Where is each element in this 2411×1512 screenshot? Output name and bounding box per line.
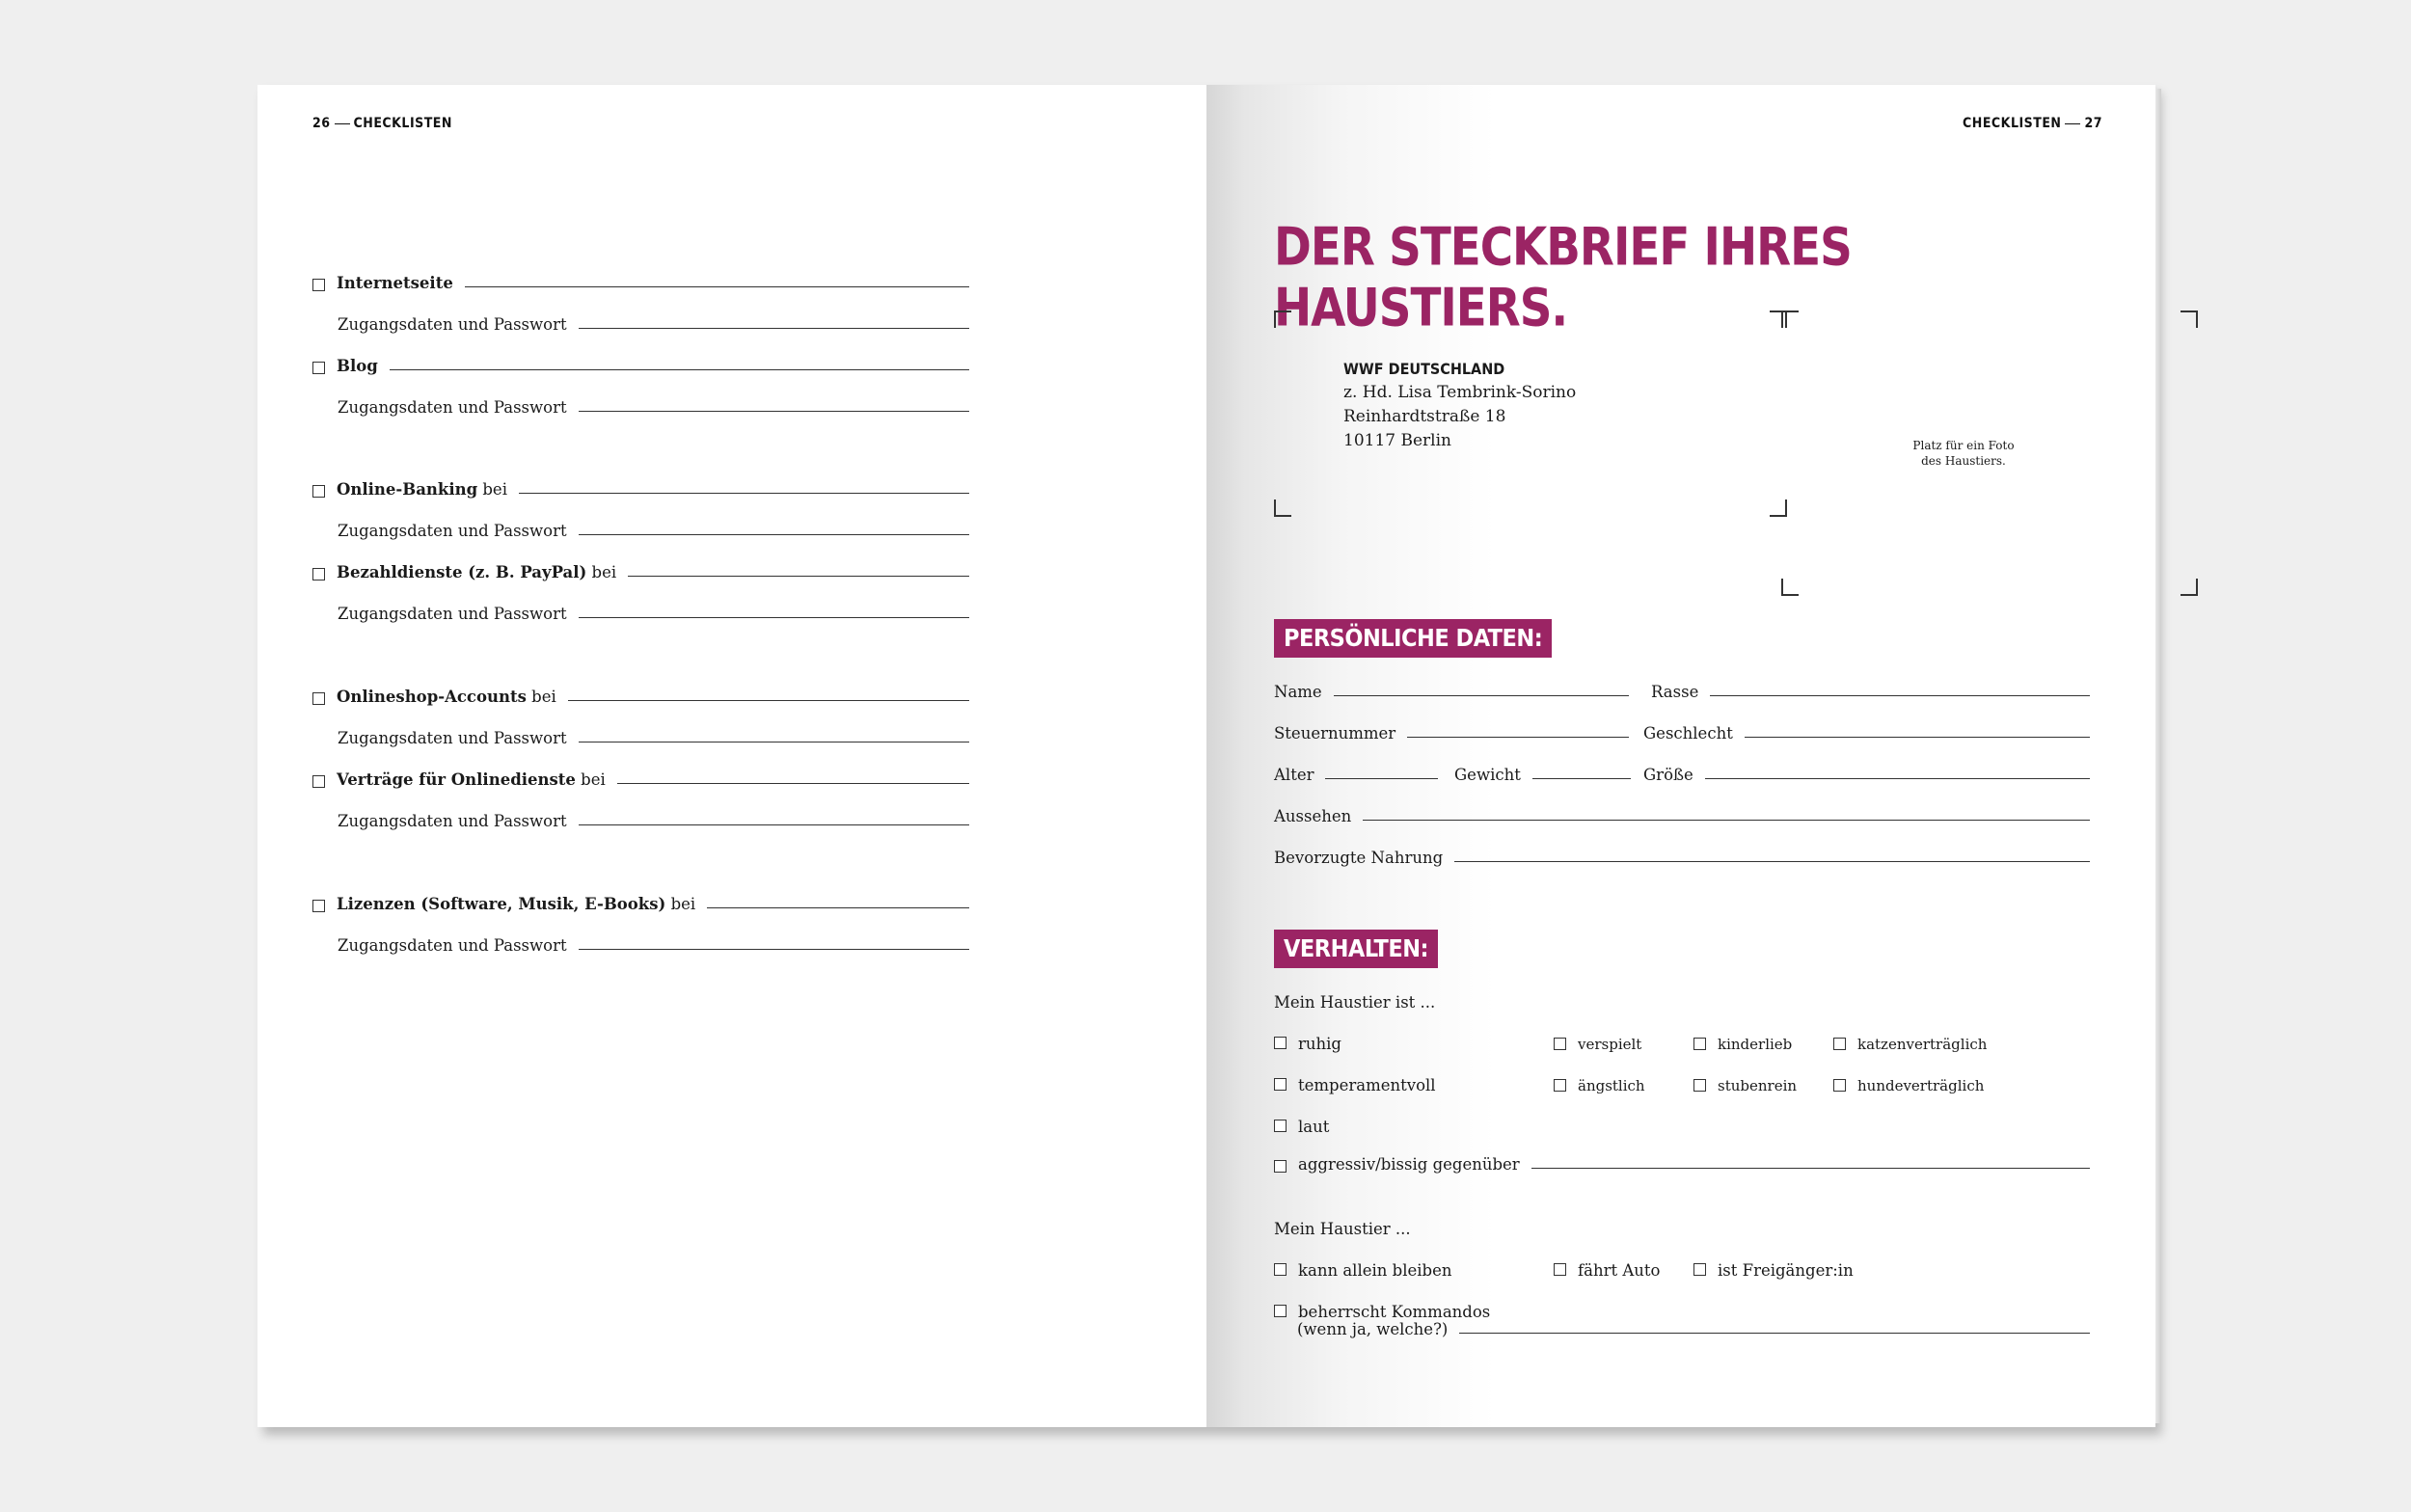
credentials-row: [338, 398, 969, 417]
crop-mark: [1781, 579, 1799, 596]
behavior-intro: Mein Haustier ist ...: [1274, 993, 1436, 1012]
credentials-row: [338, 729, 969, 747]
fill-line[interactable]: [1407, 737, 1629, 738]
right-page: [1206, 85, 2155, 1427]
fill-line[interactable]: [390, 369, 969, 370]
item-label: Lizenzen (Software, Musik, E-Books): [337, 895, 666, 913]
crop-mark: [1274, 310, 1291, 328]
address-line: Reinhardtstraße 18: [1343, 407, 1506, 426]
fill-line[interactable]: [707, 907, 969, 908]
fill-line[interactable]: [617, 783, 969, 784]
checklist-item-blog: [312, 357, 969, 375]
page-number-left: 26: [312, 116, 331, 131]
section-name-right: CHECKLISTEN: [1963, 116, 2062, 131]
section-name-left: CHECKLISTEN: [353, 116, 452, 131]
fill-line[interactable]: [579, 617, 969, 618]
option-aggressiv: aggressiv/bissig gegenüber: [1274, 1155, 2090, 1174]
crop-mark: [1274, 500, 1291, 517]
fill-line[interactable]: [1459, 1333, 2090, 1334]
checklist-item-online-banking: Online-Banking bei: [312, 480, 969, 499]
running-head-left: [312, 116, 452, 131]
checklist-item-lizenzen: Lizenzen (Software, Musik, E-Books) bei: [312, 895, 969, 913]
sub-label: Zugangsdaten und Passwort: [338, 729, 567, 747]
item-label: Verträge für Onlinedienste: [337, 770, 576, 789]
checkbox[interactable]: [1693, 1038, 1706, 1050]
checkbox[interactable]: [312, 362, 325, 374]
fill-line[interactable]: [1334, 695, 1629, 696]
fill-line[interactable]: [579, 328, 969, 329]
option-hundevertraeglich[interactable]: hundeverträglich: [1833, 1077, 1984, 1094]
fill-line[interactable]: [519, 493, 969, 494]
checkbox[interactable]: [1274, 1263, 1287, 1276]
item-label: Internetseite: [337, 274, 453, 292]
option-kinderlieb[interactable]: kinderlieb: [1693, 1036, 1792, 1053]
fill-line[interactable]: [1531, 1168, 2090, 1169]
left-page: [257, 85, 1206, 1427]
option-katzenvertraeglich[interactable]: katzenverträglich: [1833, 1036, 1987, 1053]
kommandos-detail: (wenn ja, welche?): [1297, 1320, 2090, 1338]
checklist-item-internetseite: [312, 274, 969, 292]
option-freigaenger[interactable]: ist Freigänger:in: [1693, 1261, 1854, 1280]
field-gewicht: Gewicht: [1454, 766, 1631, 784]
fill-line[interactable]: [1532, 778, 1631, 779]
option-kommandos[interactable]: beherrscht Kommandos: [1274, 1303, 1490, 1321]
running-head-right: [1963, 116, 2102, 131]
option-verspielt[interactable]: verspielt: [1554, 1036, 1641, 1053]
page-number-right: 27: [2084, 116, 2102, 131]
sub-label: Zugangsdaten und Passwort: [338, 936, 567, 955]
checkbox[interactable]: [1274, 1120, 1287, 1132]
section-heading-personal: PERSÖNLICHE DATEN:: [1274, 619, 1552, 658]
fill-line[interactable]: [1710, 695, 2090, 696]
checklist-item-vertraege: Verträge für Onlinedienste bei: [312, 770, 969, 789]
checkbox[interactable]: [1274, 1037, 1287, 1049]
option-temperamentvoll[interactable]: temperamentvoll: [1274, 1076, 1436, 1094]
checkbox[interactable]: [312, 568, 325, 580]
fill-line[interactable]: [1363, 820, 2090, 821]
book-spread: [257, 85, 2155, 1427]
checkbox[interactable]: [1554, 1079, 1566, 1092]
checklist-item-onlineshop: Onlineshop-Accounts bei: [312, 688, 969, 706]
option-allein-bleiben[interactable]: kann allein bleiben: [1274, 1261, 1451, 1280]
crop-mark: [2181, 310, 2198, 328]
sub-label: Zugangsdaten und Passwort: [338, 398, 567, 417]
crop-mark: [2181, 579, 2198, 596]
abilities-intro: Mein Haustier ...: [1274, 1220, 1411, 1238]
section-heading-behavior: VERHALTEN:: [1274, 930, 1438, 968]
checkbox[interactable]: [1554, 1038, 1566, 1050]
option-aengstlich[interactable]: ängstlich: [1554, 1077, 1645, 1094]
item-label: Online-Banking: [337, 480, 478, 499]
fill-line[interactable]: [568, 700, 969, 701]
sub-label: Zugangsdaten und Passwort: [338, 605, 567, 623]
fill-line[interactable]: [1705, 778, 2090, 779]
checkbox[interactable]: [312, 279, 325, 291]
checkbox[interactable]: [1833, 1038, 1846, 1050]
checklist-item-bezahldienste: Bezahldienste (z. B. PayPal) bei: [312, 563, 969, 581]
checkbox[interactable]: [312, 485, 325, 498]
option-faehrt-auto[interactable]: fährt Auto: [1554, 1261, 1660, 1280]
option-laut[interactable]: laut: [1274, 1118, 1329, 1136]
photo-placeholder-note: Platz für ein Foto des Haustiers.: [1912, 439, 2015, 468]
fill-line[interactable]: [628, 576, 969, 577]
credentials-row: [338, 315, 969, 334]
item-label: Blog: [337, 357, 378, 375]
address-org: WWF DEUTSCHLAND: [1343, 360, 1505, 378]
checkbox[interactable]: [312, 775, 325, 788]
page-title: DER STECKBRIEF IHRES HAUSTIERS.: [1274, 217, 1852, 338]
option-ruhig[interactable]: ruhig: [1274, 1035, 1341, 1053]
fill-line[interactable]: [1325, 778, 1438, 779]
credentials-row: [338, 936, 969, 955]
address-block: [1343, 357, 1576, 453]
field-alter: Alter: [1274, 766, 1438, 784]
checkbox[interactable]: [1274, 1160, 1287, 1173]
option-stubenrein[interactable]: stubenrein: [1693, 1077, 1797, 1094]
sub-label: Zugangsdaten und Passwort: [338, 315, 567, 334]
fill-line[interactable]: [579, 411, 969, 412]
credentials-row: [338, 605, 969, 623]
field-name: Name: [1274, 683, 1629, 701]
field-aussehen: Aussehen: [1274, 807, 2090, 825]
item-label: Bezahldienste (z. B. PayPal): [337, 563, 587, 581]
field-groesse: Größe: [1643, 766, 2090, 784]
crop-mark: [1770, 500, 1787, 517]
fill-line[interactable]: [465, 286, 969, 287]
fill-line[interactable]: [1454, 861, 2090, 862]
checkbox[interactable]: [1693, 1079, 1706, 1092]
address-line: z. Hd. Lisa Tembrink-Sorino: [1343, 383, 1577, 402]
address-line: 10117 Berlin: [1343, 431, 1451, 450]
fill-line[interactable]: [1745, 737, 2090, 738]
fill-line[interactable]: [579, 949, 969, 950]
fill-line[interactable]: [579, 824, 969, 825]
fill-line[interactable]: [579, 534, 969, 535]
item-label: Onlineshop-Accounts: [337, 688, 527, 706]
credentials-row: [338, 812, 969, 830]
checkbox[interactable]: [1833, 1079, 1846, 1092]
sub-label: Zugangsdaten und Passwort: [338, 522, 567, 540]
checkbox[interactable]: [312, 692, 325, 705]
field-geschlecht: Geschlecht: [1643, 724, 2090, 742]
checkbox[interactable]: [1274, 1078, 1287, 1091]
checkbox[interactable]: [1274, 1305, 1287, 1317]
checkbox[interactable]: [1693, 1263, 1706, 1276]
field-rasse: Rasse: [1651, 683, 2090, 701]
sub-label: Zugangsdaten und Passwort: [338, 812, 567, 830]
checkbox[interactable]: [1554, 1263, 1566, 1276]
field-steuernummer: Steuernummer: [1274, 724, 1629, 742]
field-nahrung: Bevorzugte Nahrung: [1274, 849, 2090, 867]
credentials-row: [338, 522, 969, 540]
crop-mark: [1781, 310, 1799, 328]
checkbox[interactable]: [312, 900, 325, 912]
